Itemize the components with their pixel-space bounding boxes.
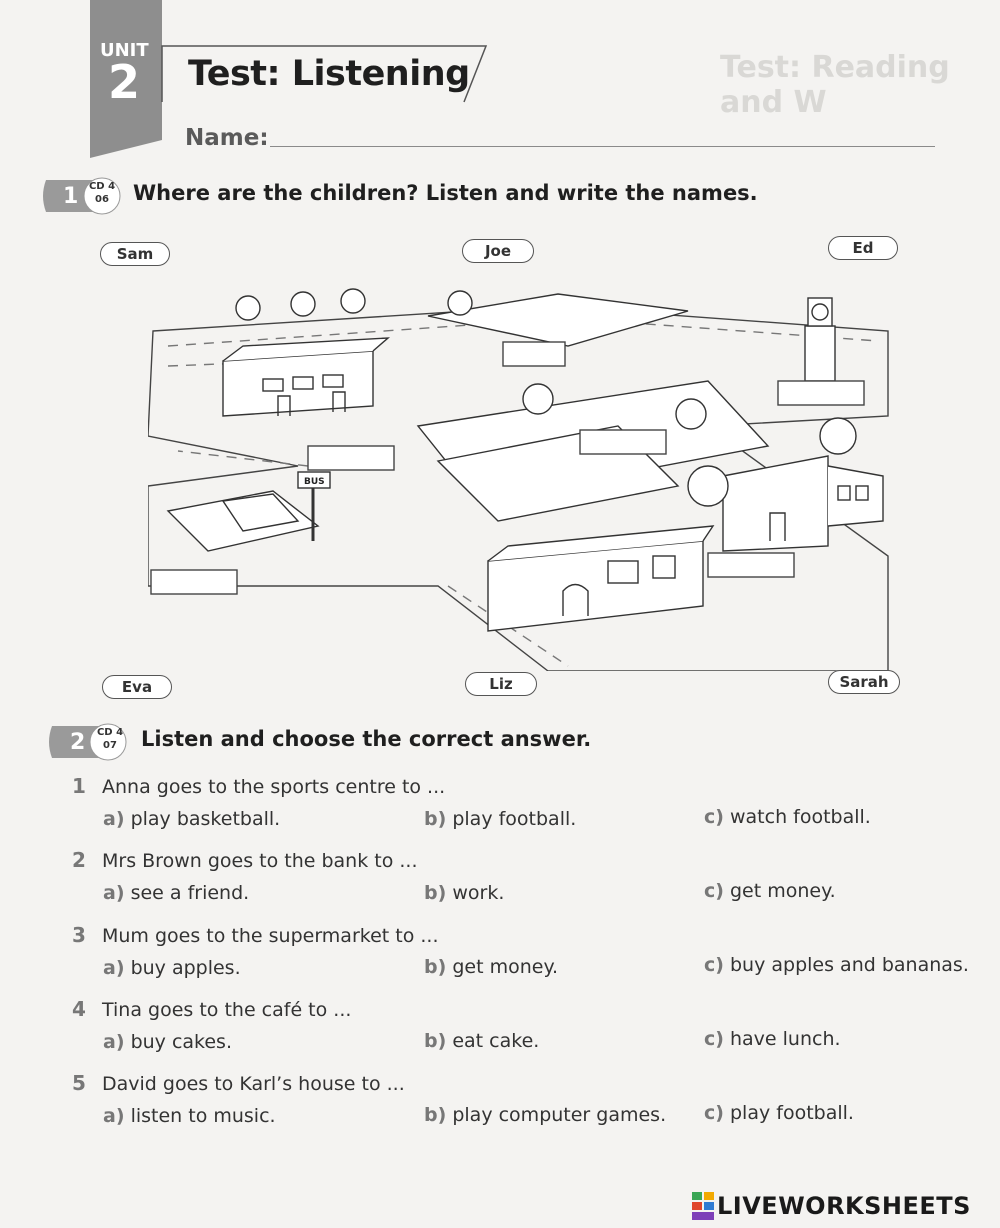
name-label: Name: (185, 125, 269, 151)
page-title: Test: Listening (188, 54, 470, 94)
question-3-option-a[interactable]: a) buy apples. (103, 957, 241, 979)
exercise-2-number: 2 (70, 730, 86, 755)
unit-label: UNIT (100, 40, 149, 61)
question-2: 2 Mrs Brown goes to the bank to ... (72, 848, 418, 872)
exercise-1-number: 1 (63, 184, 79, 209)
name-input-line[interactable] (270, 146, 935, 147)
question-1: 1 Anna goes to the sports centre to ... (72, 774, 446, 798)
question-1-option-a[interactable]: a) play basketball. (103, 808, 281, 830)
exercise-2-instruction: Listen and choose the correct answer. (141, 727, 592, 751)
svg-text:BUS: BUS (304, 477, 325, 487)
liveworksheets-text: LIVEWORKSHEETS (717, 1192, 971, 1220)
question-5-option-b[interactable]: b) play computer games. (424, 1104, 667, 1126)
town-map-illustration (148, 286, 898, 671)
name-label-sam[interactable]: Sam (100, 242, 170, 266)
question-2-option-c[interactable]: c) get money. (704, 880, 836, 902)
question-2-option-b[interactable]: b) work. (424, 882, 505, 904)
question-3-option-b[interactable]: b) get money. (424, 956, 559, 978)
exercise-1-cd (84, 180, 120, 206)
question-2-option-a[interactable]: a) see a friend. (103, 882, 250, 904)
question-1-option-b[interactable]: b) play football. (424, 808, 577, 830)
cd-line1: CD 4 (88, 181, 116, 192)
name-label-liz[interactable]: Liz (465, 672, 537, 696)
name-label-ed[interactable]: Ed (828, 236, 898, 260)
question-5: 5 David goes to Karl’s house to ... (72, 1071, 405, 1095)
liveworksheets-mark-icon (692, 1192, 714, 1220)
question-3-option-c[interactable]: c) buy apples and bananas. (704, 954, 969, 976)
name-label-joe[interactable]: Joe (462, 239, 534, 263)
question-4-option-a[interactable]: a) buy cakes. (103, 1031, 232, 1053)
question-1-option-c[interactable]: c) watch football. (704, 806, 871, 828)
name-label-sarah[interactable]: Sarah (828, 670, 900, 694)
liveworksheets-logo (692, 1192, 971, 1220)
unit-number: 2 (107, 55, 140, 109)
cd-line1: CD 4 (96, 727, 124, 738)
question-4-option-b[interactable]: b) eat cake. (424, 1030, 540, 1052)
exercise-1-instruction: Where are the children? Listen and write the names. (133, 181, 758, 205)
exercise-2-cd (92, 726, 128, 752)
name-label-eva[interactable]: Eva (102, 675, 172, 699)
cd-line2: 06 (95, 194, 109, 205)
cd-line2: 07 (103, 740, 117, 751)
question-5-option-c[interactable]: c) play football. (704, 1102, 854, 1124)
question-5-option-a[interactable]: a) listen to music. (103, 1105, 276, 1127)
bleed-through-title: Test: Reading and W (720, 50, 950, 120)
question-3: 3 Mum goes to the supermarket to ... (72, 923, 439, 947)
question-4: 4 Tina goes to the café to ... (72, 997, 352, 1021)
question-4-option-c[interactable]: c) have lunch. (704, 1028, 841, 1050)
